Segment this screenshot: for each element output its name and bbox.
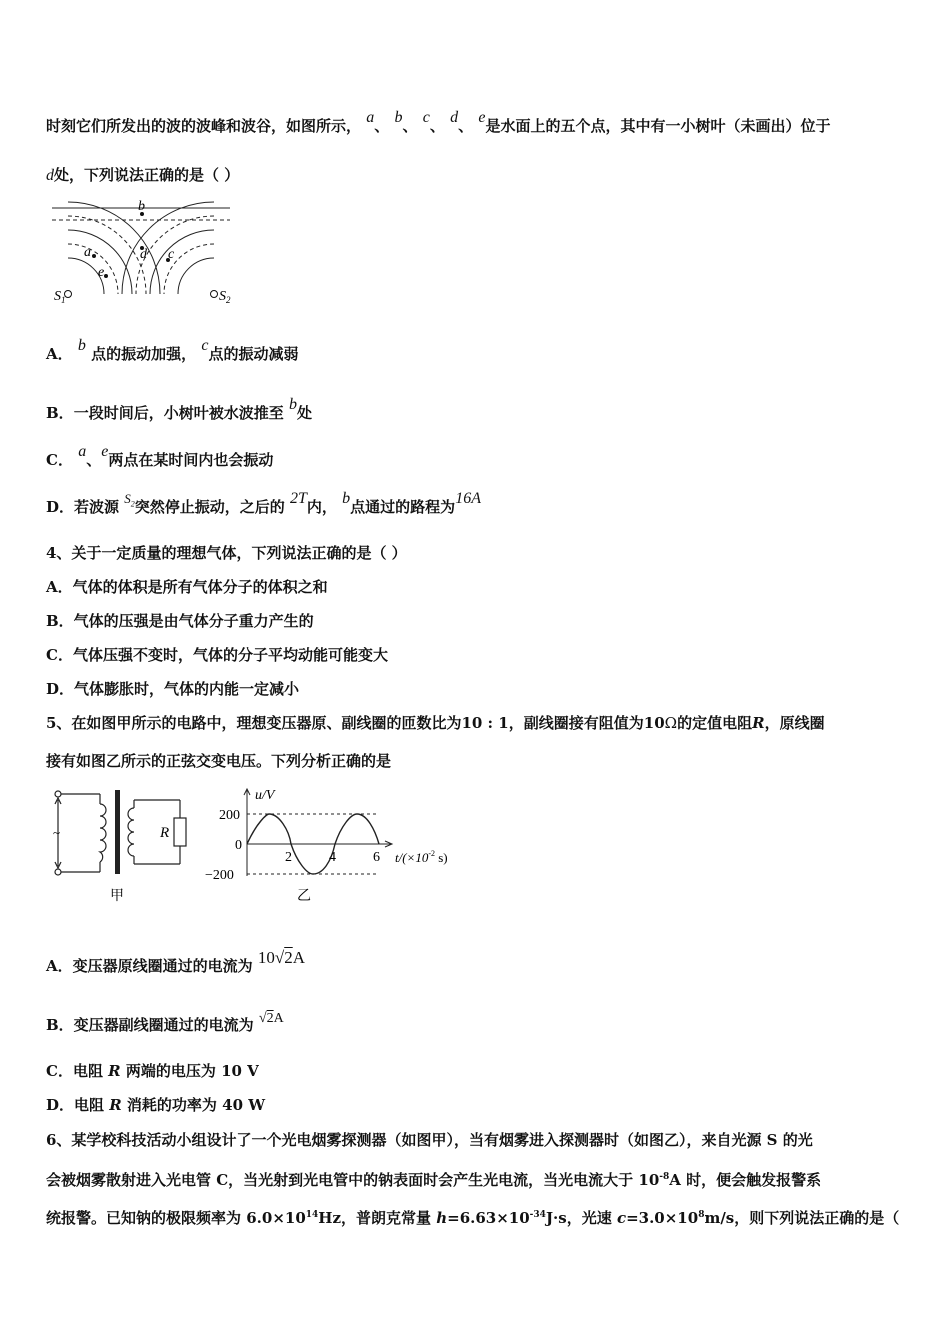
q3-option-b[interactable]: B．一段时间后，小树叶被水波推至 b处 <box>46 396 312 422</box>
fig-label-s1: $S_1$ <box>54 289 66 305</box>
q6-stem-line2: 会被烟雾散射进入光电管 C，当光射到光电管中的钠表面时会产生光电流，当光电流大于 $10^{-8}A$ 时，便会触发报警系 <box>46 1171 822 1189</box>
fig-label-d: d <box>140 247 147 262</box>
point-a: a <box>366 109 375 126</box>
point-c: c <box>422 109 430 126</box>
y-tick-200: 200 <box>219 808 240 823</box>
fig-label-e: e <box>98 265 105 280</box>
x-axis-label: $t/(\times 10^{-2}$ s) <box>395 849 448 865</box>
q3-option-a[interactable]: A． b 点的振动加强， c点的振动减弱 <box>46 337 299 363</box>
fig-label-b: b <box>138 199 145 214</box>
q5-stem-line2: 接有如图乙所示的正弦交变电压。下列分析正确的是 <box>46 752 392 770</box>
y-tick-0: 0 <box>235 838 242 853</box>
q6-stem-line1: 6、某学校科技活动小组设计了一个光电烟雾探测器（如图甲），当有烟雾进入探测器时（如图乙），来自光源 S 的光 <box>46 1131 813 1149</box>
q5-option-c[interactable]: C．电阻 R 两端的电压为 10 V <box>46 1062 259 1080</box>
sine-voltage-graph <box>205 786 475 908</box>
y-axis-label: u/V <box>255 788 275 803</box>
q5-option-d[interactable]: D．电阻 R 消耗的功率为 40 W <box>46 1096 266 1114</box>
fig-label-a: a <box>84 245 91 260</box>
q4-option-a[interactable]: A．气体的体积是所有气体分子的体积之和 <box>46 578 328 596</box>
q5-option-a[interactable]: A．变压器原线圈通过的电流为 10√2A <box>46 948 305 975</box>
q3-stem-line1: 时刻它们所发出的波的波峰和波谷，如图所示， a、 b、 c、 d、 e是水面上的五个点，其中有一小树叶（未画出）位于 <box>46 109 831 135</box>
x-tick-2: 2 <box>285 850 292 865</box>
q3-option-d[interactable]: D．若波源 $S_2$突然停止振动，之后的 2T内， b点通过的路程为16A <box>46 490 481 516</box>
ac-source-symbol: ~ <box>53 825 61 840</box>
fig-label-s2: $S_2$ <box>219 289 231 305</box>
q6-stem-line3: 统报警。已知钠的极限频率为 $6.0\times 10^{14}Hz$，普朗克常量 $h=6.63\times 10^{-34}J\cdot s$，光速 $c=3.0\times 10^8m/s$，则下列说法正确的是（ <box>46 1209 900 1227</box>
figure-caption-jia: 甲 <box>110 889 124 904</box>
q5-option-b[interactable]: B．变压器副线圈通过的电流为 √2A <box>46 1011 284 1034</box>
point-e: e <box>478 109 486 126</box>
q5-stem-line1: 5、在如图甲所示的电路中，理想变压器原、副线圈的匝数比为10 : 1，副线圈接有阻值为10Ω的定值电阻R，原线圈 <box>46 714 825 732</box>
q3-option-c[interactable]: C． a、e两点在某时间内也会振动 <box>46 443 274 469</box>
transformer-circuit-figure <box>46 786 196 908</box>
figure-caption-yi: 乙 <box>297 889 311 904</box>
x-tick-6: 6 <box>373 850 380 865</box>
wave-interference-figure <box>48 196 238 308</box>
resistor-label: R <box>160 825 170 841</box>
point-b: b <box>394 109 403 126</box>
fig-label-c: c <box>168 247 175 262</box>
q4-stem: 4、关于一定质量的理想气体，下列说法正确的是（ ） <box>46 544 407 562</box>
q4-option-b[interactable]: B．气体的压强是由气体分子重力产生的 <box>46 612 314 630</box>
point-d: d <box>450 109 459 126</box>
q4-option-d[interactable]: D．气体膨胀时，气体的内能一定减小 <box>46 680 300 698</box>
q3-stem-line2: d处，下列说法正确的是（ ） <box>46 166 240 184</box>
q4-option-c[interactable]: C．气体压强不变时，气体的分子平均动能可能变大 <box>46 646 388 664</box>
y-tick-neg200: −200 <box>205 868 234 883</box>
x-tick-4: 4 <box>329 850 336 865</box>
